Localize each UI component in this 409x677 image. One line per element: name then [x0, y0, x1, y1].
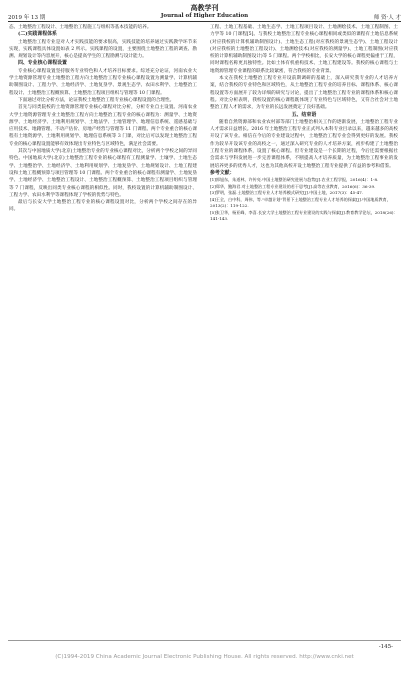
body-paragraph: 工程、土地工程基础、土地生态学、土地工程项目设计、土地测绘技术、土地工程制图、土力学等 10 门课程[5]。与我校土地整治工程专业核心课程相同或类似的课程有土地信息系统(对应我校的计算机辅助制图设计)、土地生态工程(对应我校的景观生态学)、土地工程设计(对应我校的土地整治工程设计)、土地测绘技术(对应我校的测量学)、土地工程制图(对应我校的计算机辅助制图设计)等 5 门课程。两个学校相比，长安大学的核心课程更偏重于工程，同时课程名称更具独特性。比如土体有机重构技术、土地工程建设等。我校的核心课程与土地资源管理专业课程的联系比较紧密，符合我校的专业背景。 — [210, 25, 398, 74]
reference-item: [5]张卫华，杨亚峰，李喜.长安大学土地整治工程专业建设的实践与探索[J].教育教学论坛，2018(26)：141-143. — [210, 209, 398, 222]
body-paragraph: 随着自然资源部和农业农村部等部门土地整治相关工作的逐渐发展，土地整治工程专业人才需求日益增长。2016 年土地整治工程专业正式列入本科专业目录以来，越来越多的高校开设了该专业。相信在今后的专业建设过程中，土地整治工程专业会得到更好的发展。我校作为较早开设该专业的高校之一，通过深入研究专业的人才培养方案，初步构建了土地整治工程专业的课程体系，设置了核心课程。但专业建设是一个长期的过程，今后还需要根据社会需求与学科发展进一步完善课程体系，不断提高人才培养质量，为土地整治工程事业的发展培养更多的优秀人才，这也为其他高校开设土地整治工程专业提供了有益的参考和借鉴。 — [210, 119, 398, 169]
issue-label: 2019 年 13 期 — [8, 15, 46, 21]
body-paragraph: 专业核心课程设置坚持服务专业特色和人才培养目标要求。综述充分论证，河南农业大学土地资源管理专业土地整治工程方向土地整治工程专业核心课程设置为测量学、计算机辅助制图设计、工程力学、土地经济学、土地复垦学、景观生态学、农田水利学、土地整治工程设计、土地整治工程概预算、土地整治工程项目组织与管理等 10 门课程。 — [9, 68, 197, 96]
header-rule — [8, 21, 401, 22]
reference-item: [2]郑华，鲍海君.对土地整治工程专业建设的若干思考[J].高等农业教育，2016(6)：36-39. — [210, 183, 376, 189]
body-paragraph: 其次与中国地质大学(北京)土地整治专业的专业核心课程对比，分析两个学校之间的异同特色。中国地质大学(北京)土地整治工程专业的核心课程有工程测量学、土壤学、土地生态学、土地整治学、土地经济学、土地利用规划学、土地复垦学、土地规划设计、土地工程建设和土地工程概预算与项目管理等 10 门课程。两个专业重合的核心课程有测量学、土地复垦学、土地经济学、土地整治工程设计、土地整治工程概预算、土地整治工程项目组织与管理等 7 门课程，反映出同类专业核心课程的相似性。同时，我校设置的计算机辅助制图设计、工程力学、农田水利学等课程体现了学校的优势与特色。 — [9, 149, 197, 198]
section-heading: (二)实践课程体系 — [18, 31, 57, 38]
column-label: 师 资·人 才 — [373, 15, 401, 21]
body-paragraph: 首先与同类院校的土地资源管理专业核心课程对比分析，分析专业自主设置。河南农业大学土地资源管理专业土地整治工程方向土地整治工程专业的核心课程为：测量学、土地资源学、土地经济学、土地利用规划学、土地法学、土地管理学、地理信息系统、遥感基础与应用技术、地籍管理、不动产估价、房地产经营与管理等 11 门课程。两个专业重合的核心课程有土地资源学、土地利用规划学、地理信息系统等 3 门课，对比后可以发现土地整治工程专业的核心课程设置能够有效体现出专业特色与区域特色，满足社会需要。 — [9, 105, 197, 147]
reference-item: [4]王全，白中科，周伟，等."卓越计划"背景下土地整治工程专业人才培养的探索[J].中国地质教育，2013(2)：119-122. — [210, 196, 391, 209]
journal-english-title: Journal of Higher Education — [160, 13, 249, 19]
journal-title: 高教学刊 — [190, 3, 219, 12]
footer-rule — [8, 640, 401, 641]
body-paragraph: 最后与长安大学土地整治工程专业的核心课程设置对比，分析两个学校之间存在的异同。 — [9, 200, 197, 213]
body-paragraph: 态、土地整治工程设计、土地整治工程施工与组织等基本技能的培养。 — [9, 25, 152, 30]
left-column — [9, 24, 197, 214]
reference-item: [3]罗明，张磊.土地整治工程专业人才培养模式研究[J].中国土地，2017(3)：45-47. — [210, 190, 364, 196]
copyright-watermark: (C)1994-2019 China Academic Journal Electronic Publishing House. All rights reserved. http://www.cnki.net — [55, 654, 354, 660]
page-number: -145- — [378, 644, 393, 650]
reference-item: [1]郭旭东，朱道林，许传亮.中国土地整治研究进展与趋势[J].农业工程学报，2016(4)：1-8. — [210, 177, 379, 183]
right-column — [210, 24, 398, 223]
body-paragraph: 下面通过对比分析方法，论证我校土地整治工程专业核心课程设置的合理性。 — [18, 97, 175, 103]
body-paragraph: 土地整治工程专业是对人才实践技能的要求很高，实践技能的培养通过实践教学环节来实现，实践课程具体设置如表 2 所示。实践课程的设置，主要围绕土地整治工程的调查、勘测、规划设计等内容展开，核心是提高学生的工程勘测与设计能力。 — [9, 39, 197, 60]
section-heading: 四、专业核心课程设置 — [18, 60, 67, 67]
reference-list — [210, 177, 398, 223]
body-paragraph: 本文在我校土地整治工程专业开设前期调研的基础上，深入研究我专业的人才培养方案，结合我校的专业特色和区域特色，从土地整治工程专业的培养目标、课程体系、核心课程设置等方面展开了较为详细的研究与讨论，提出了土地整治工程专业的课程体系和核心课程。对比分析表明，我校设置的核心课程既体现了专业特色与区域特色，又符合社会对土地整治工程人才的需求，为专业的长远发展奠定了良好基础。 — [210, 76, 398, 111]
section-heading: 参考文献： — [210, 169, 235, 176]
section-heading: 五、结束语 — [291, 111, 317, 118]
